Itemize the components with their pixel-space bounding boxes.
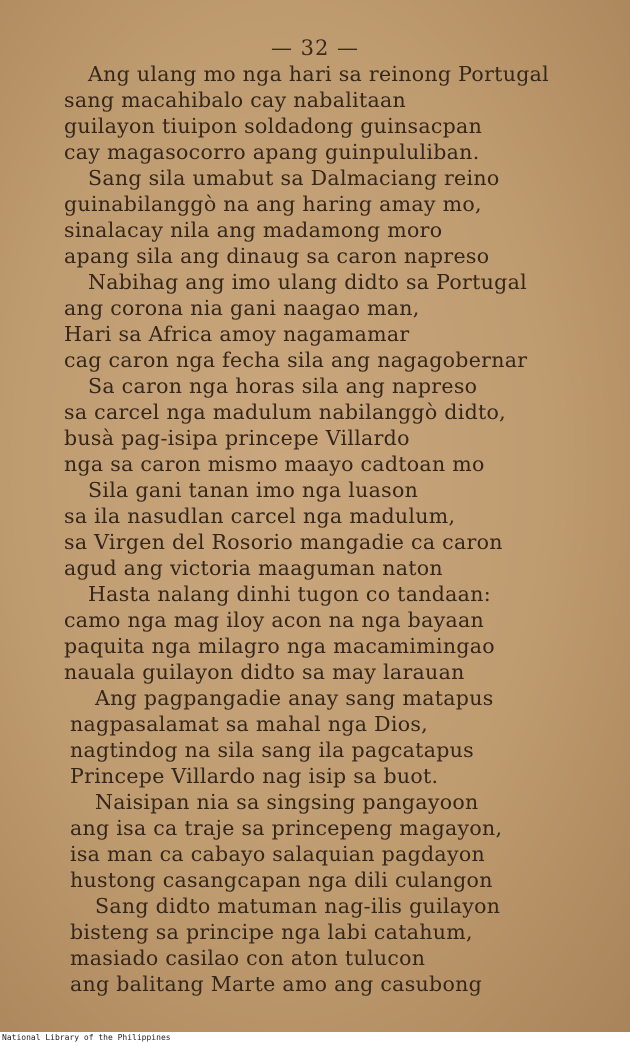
verse-line: sang macahibalo cay nabalitaan — [64, 88, 407, 112]
verse-line: sa Virgen del Rosorio mangadie ca caron — [64, 530, 503, 554]
verse-line: Sila gani tanan imo nga luason — [88, 478, 419, 502]
page-number: — 32 — — [270, 36, 360, 60]
verse-line: Naisipan nia sa singsing pangayoon — [95, 790, 479, 814]
verse-line: isa man ca cabayo salaquian pagdayon — [70, 842, 485, 866]
verse-line: Sang sila umabut sa Dalmaciang reino — [88, 166, 500, 190]
verse-line: ang balitang Marte amo ang casubong — [70, 972, 483, 996]
verse-line: ang isa ca traje sa princepeng magayon, — [70, 816, 503, 840]
verse-line: Hasta nalang dinhi tugon co tandaan: — [88, 582, 491, 606]
verse-line: Ang ulang mo nga hari sa reinong Portugal — [88, 62, 550, 86]
verse-line: sinalacay nila ang madamong moro — [64, 218, 443, 242]
verse-line: hustong casangcapan nga dili culangon — [70, 868, 493, 892]
verse-line: guinabilanggò na ang haring amay mo, — [64, 192, 482, 216]
verse-line: bisteng sa principe nga labi catahum, — [70, 920, 473, 944]
verse-line: Sa caron nga horas sila ang napreso — [88, 374, 478, 398]
footer-bar — [0, 1032, 630, 1043]
verse-line: masiado casilao con aton tulucon — [70, 946, 426, 970]
verse-line: apang sila ang dinaug sa caron napreso — [64, 244, 490, 268]
verse-line: Princepe Villardo nag isip sa buot. — [70, 764, 439, 788]
verse-line: nga sa caron mismo maayo cadtoan mo — [64, 452, 485, 476]
verse-line: agud ang victoria maaguman naton — [64, 556, 443, 580]
verse-line: camo nga mag iloy acon na nga bayaan — [64, 608, 485, 632]
verse-line: Nabihag ang imo ulang didto sa Portugal — [88, 270, 527, 294]
verse-line: ang corona nia gani naagao man, — [64, 296, 420, 320]
verse-line: Sang didto matuman nag-ilis guilayon — [95, 894, 501, 918]
verse-line: guilayon tiuipon soldadong guinsacpan — [64, 114, 483, 138]
verse-line: busà pag-isipa princepe Villardo — [64, 426, 410, 450]
verse-line: sa ila nasudlan carcel nga madulum, — [64, 504, 456, 528]
verse-line: nauala guilayon didto sa may larauan — [64, 660, 465, 684]
verse-line: nagpasalamat sa mahal nga Dios, — [70, 712, 428, 736]
verse-line: cag caron nga fecha sila ang nagagobernar — [64, 348, 528, 372]
verse-line: paquita nga milagro nga macamimingao — [64, 634, 495, 658]
verse-line: cay magasocorro apang guinpululiban. — [64, 140, 480, 164]
verse-line: sa carcel nga madulum nabilanggò didto, — [64, 400, 506, 424]
verse-line: Ang pagpangadie anay sang matapus — [95, 686, 494, 710]
verse-line: Hari sa Africa amoy nagamamar — [64, 322, 410, 346]
library-credit: National Library of the Philippines — [2, 1033, 171, 1042]
verse-line: nagtindog na sila sang ila pagcatapus — [70, 738, 474, 762]
